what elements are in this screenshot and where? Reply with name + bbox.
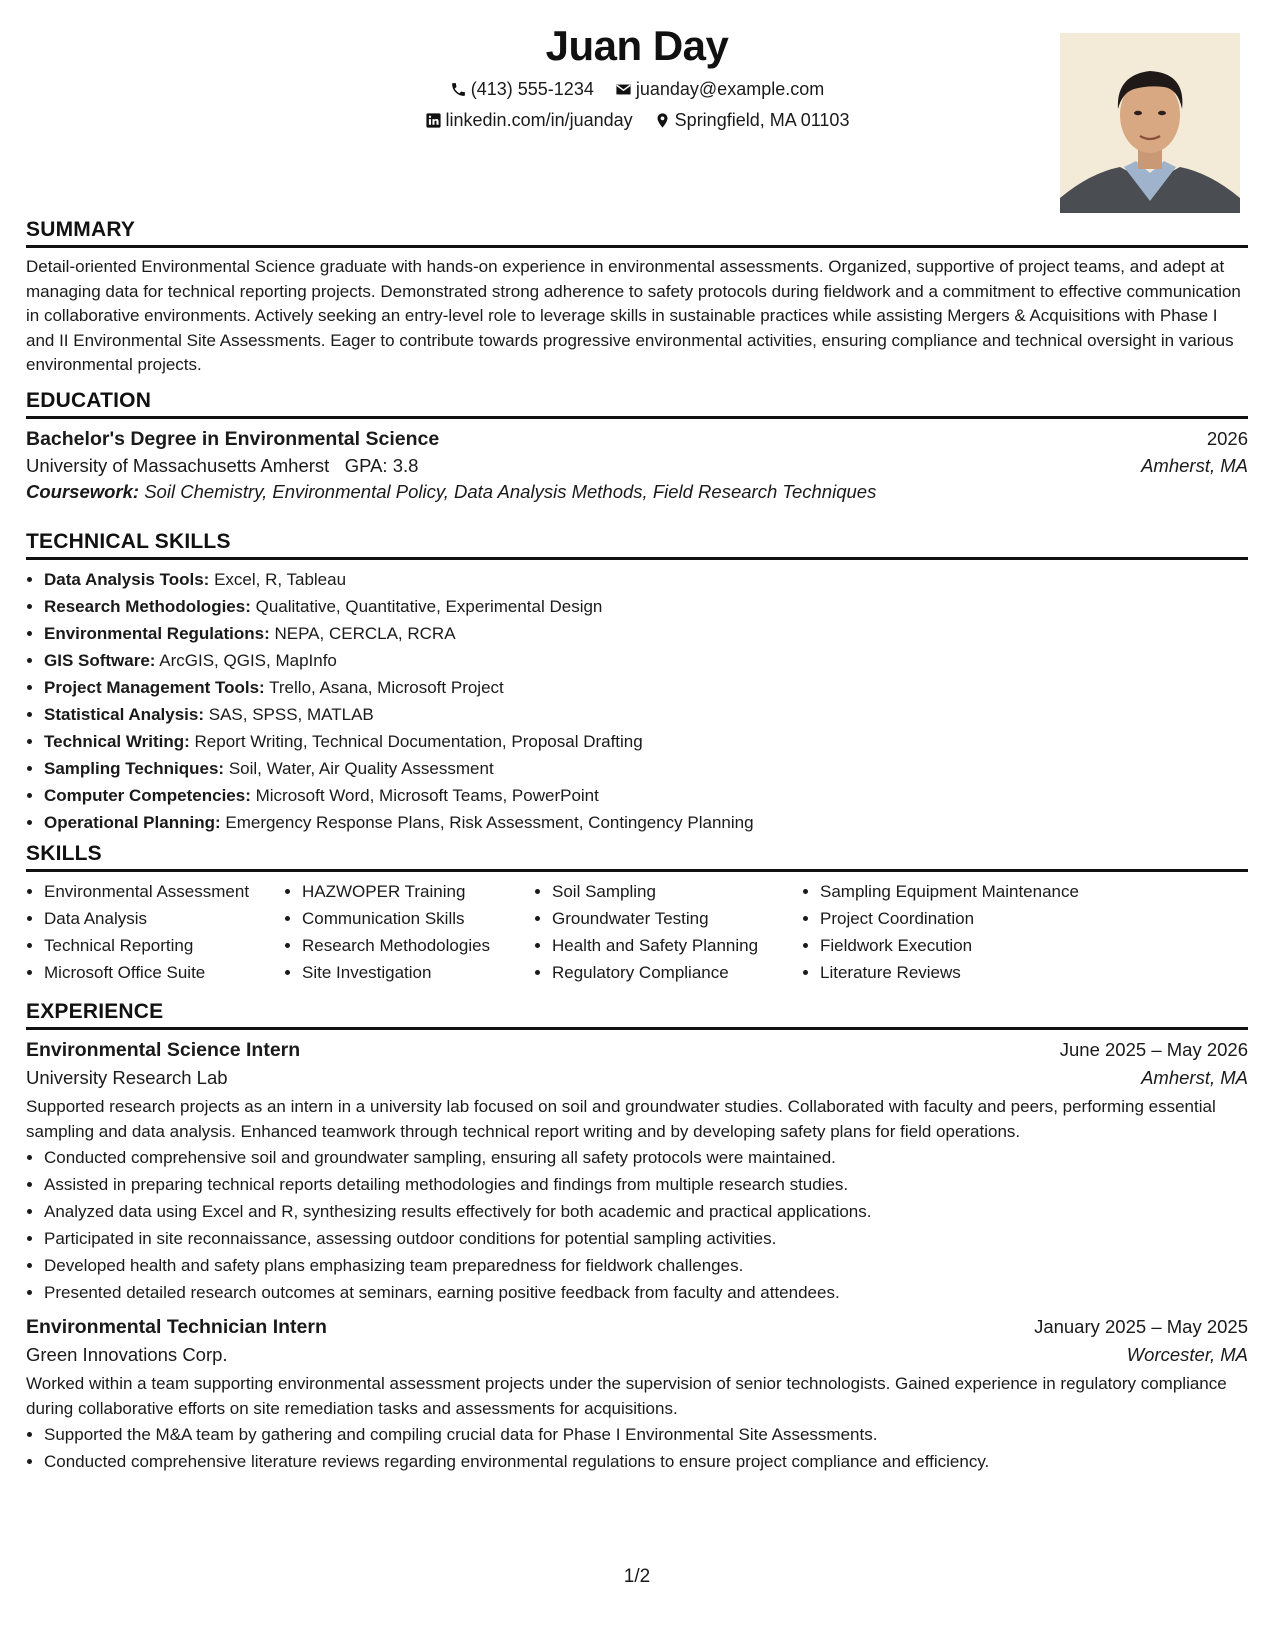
coursework-list: Soil Chemistry, Environmental Policy, Data Analysis Methods, Field Research Techniques [144,481,877,502]
technical-skills-title: TECHNICAL SKILLS [26,530,1248,560]
skill-label: Computer Competencies: [44,786,251,805]
list-item: • Developed health and safety plans emphasizing team preparedness for fieldwork challenges. [44,1252,1248,1279]
phone-icon [450,81,467,98]
list-item [44,755,1248,782]
skill-value: Qualitative, Quantitative, Experimental Design [255,597,603,616]
skills-title: SKILLS [26,842,1248,872]
education-header-row [26,428,1248,451]
map-pin-icon [654,112,671,129]
list-item: • Sampling Equipment Maintenance [820,878,1120,905]
list-item: • Conducted comprehensive soil and groundwater sampling, ensuring all safety protocols were maintained. [44,1144,1248,1171]
list-item: • Site Investigation [302,959,534,986]
job-location: Worcester, MA [1126,1344,1248,1365]
list-item: • Literature Reviews [820,959,1120,986]
list-item: • HAZWOPER Training [302,878,534,905]
job-entry [26,1039,1248,1306]
technical-skills-list [26,566,1248,836]
list-item: • Groundwater Testing [552,905,802,932]
job-bullets [26,1144,1248,1306]
job-org-row [26,1067,1248,1089]
skill-value: NEPA, CERCLA, RCRA [274,624,456,643]
job-organization: University Research Lab [26,1067,228,1088]
list-item [44,620,1248,647]
list-item: • Conducted comprehensive literature reviews regarding environmental regulations to ensure project compliance and efficiency. [44,1448,1248,1475]
education-school-row [26,455,1248,477]
list-item [44,566,1248,593]
skill-value: ArcGIS, QGIS, MapInfo [159,651,337,670]
skill-value: Soil, Water, Air Quality Assessment [228,759,494,778]
list-item [44,782,1248,809]
technical-skills-section [26,530,1248,836]
page-number: 1/2 [623,1566,651,1587]
graduation-year: 2026 [1206,428,1248,449]
skills-column-3 [534,878,802,986]
job-bullets [26,1421,1248,1475]
job-header-row [26,1039,1248,1062]
list-item: • Supported the M&A team by gathering and compiling crucial data for Phase I Environmental Site Assessments. [44,1421,1248,1448]
linkedin-url: linkedin.com/in/juanday [445,110,633,130]
school-name: University of Massachusetts Amherst [26,455,330,476]
list-item: • Data Analysis [44,905,284,932]
coursework-label: Coursework: [26,481,140,502]
summary-text: Detail-oriented Environmental Science graduate with hands-on experience in environmental assessments. Organized, supportive of project teams, and adept at managing data for technical reporting projects. Demonstrated strong adherence to safety protocols during fieldwork and a commitment to effective communication in collaborative environments. Actively seeking an entry-level role to leverage skills in sustainable practices while assisting Mergers & Acquisitions with Phase I and II Environmental Site Assessments. Eager to contribute towards progressive environmental activities, ensuring compliance and technical oversight in various environmental projects. [26,257,1241,374]
email-contact[interactable] [615,79,824,100]
skill-label: Project Management Tools: [44,678,265,697]
job-role: Environmental Science Intern [26,1039,301,1061]
envelope-icon [615,81,632,98]
summary-section [26,218,1248,378]
list-item: • Regulatory Compliance [552,959,802,986]
location-contact [654,110,850,131]
list-item: • Analyzed data using Excel and R, synthesizing results effectively for both academic and practical applications. [44,1198,1248,1225]
experience-title: EXPERIENCE [26,1000,1248,1030]
skill-label: Data Analysis Tools: [44,570,210,589]
skill-value: Excel, R, Tableau [214,570,347,589]
list-item [44,809,1248,836]
list-item [44,647,1248,674]
candidate-name: Juan Day [545,22,729,69]
job-dates: June 2025 – May 2026 [1059,1039,1248,1060]
list-item: • Participated in site reconnaissance, assessing outdoor conditions for potential sampling activities. [44,1225,1248,1252]
education-section [26,389,1248,503]
job-summary: Worked within a team supporting environmental assessment projects under the supervision of senior technologists. Gained experience in regulatory compliance during collaborative efforts on site remediation tasks and assessments for acquisitions. [26,1374,1227,1418]
phone-number: (413) 555-1234 [470,79,594,99]
list-item [44,701,1248,728]
skill-label: Operational Planning: [44,813,221,832]
skill-value: Microsoft Word, Microsoft Teams, PowerPoint [255,786,599,805]
list-item: • Health and Safety Planning [552,932,802,959]
skill-label: Environmental Regulations: [44,624,270,643]
job-role: Environmental Technician Intern [26,1316,327,1338]
skills-column-2 [284,878,534,986]
job-dates: January 2025 – May 2025 [1034,1316,1248,1337]
skills-section [26,842,1248,986]
experience-section [26,1000,1248,1475]
job-org-row [26,1344,1248,1366]
skill-label: Research Methodologies: [44,597,251,616]
linkedin-contact[interactable] [425,110,633,131]
job-location: Amherst, MA [1141,1067,1248,1088]
skills-column-4 [802,878,1120,986]
gpa: GPA: 3.8 [344,455,419,476]
skill-value: Report Writing, Technical Documentation, Proposal Drafting [194,732,643,751]
list-item: • Presented detailed research outcomes at seminars, earning positive feedback from faculty and attendees. [44,1279,1248,1306]
school-location: Amherst, MA [1141,455,1248,476]
list-item: • Soil Sampling [552,878,802,905]
linkedin-icon [425,112,442,129]
resume-page [26,0,1248,1650]
skill-label: GIS Software: [44,651,156,670]
list-item: • Fieldwork Execution [820,932,1120,959]
email-address: juanday@example.com [635,79,825,99]
skills-column-1 [26,878,284,986]
list-item: • Technical Reporting [44,932,284,959]
job-entry [26,1316,1248,1475]
location-text: Springfield, MA 01103 [674,110,850,130]
list-item: • Assisted in preparing technical reports detailing methodologies and findings from multiple research studies. [44,1171,1248,1198]
degree-name: Bachelor's Degree in Environmental Science [26,428,440,450]
skill-label: Statistical Analysis: [44,705,204,724]
list-item: • Environmental Assessment [44,878,284,905]
list-item: • Research Methodologies [302,932,534,959]
skill-value: Trello, Asana, Microsoft Project [269,678,504,697]
summary-title: SUMMARY [26,218,1248,248]
job-summary: Supported research projects as an intern in a university lab focused on soil and groundwater studies. Collaborated with faculty and peers, performing essential sampling and data analysis. Enhanced teamwork through technical report writing and by developing safety plans for field operations. [26,1097,1216,1141]
skill-value: Emergency Response Plans, Risk Assessment, Contingency Planning [225,813,754,832]
resume-header [26,0,1248,218]
profile-photo [1060,33,1240,213]
education-title: EDUCATION [26,389,1248,419]
list-item [44,728,1248,755]
list-item [44,674,1248,701]
skill-label: Technical Writing: [44,732,190,751]
list-item: • Microsoft Office Suite [44,959,284,986]
skills-grid [26,878,1248,986]
job-organization: Green Innovations Corp. [26,1344,228,1365]
job-header-row [26,1316,1248,1339]
list-item: • Communication Skills [302,905,534,932]
school-line [26,455,418,477]
coursework-line [26,481,1248,503]
list-item [44,593,1248,620]
skill-value: SAS, SPSS, MATLAB [208,705,374,724]
list-item: • Project Coordination [820,905,1120,932]
skill-label: Sampling Techniques: [44,759,225,778]
phone-contact[interactable] [450,79,594,100]
